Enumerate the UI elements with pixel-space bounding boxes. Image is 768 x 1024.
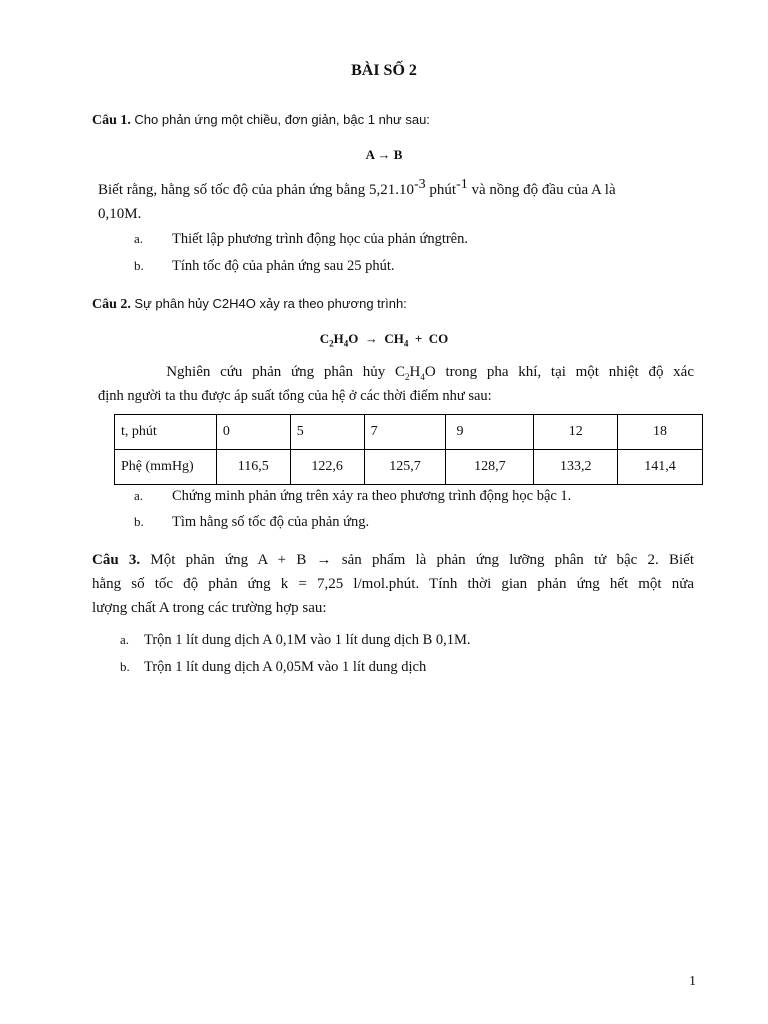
- question-2-formula: C2H4O: [212, 296, 256, 311]
- question-2-equation: [0, 331, 768, 347]
- item-text: Trộn 1 lít dung dịch A 0,1M vào 1 lít dung dịch B 0,1M.: [144, 632, 471, 648]
- question-2-label: Câu 2.: [92, 297, 131, 312]
- item-label: b.: [120, 659, 130, 674]
- table-cell: 122,6: [290, 450, 364, 485]
- item-text: Thiết lập phương trình động học của phản ứngtrên.: [172, 231, 468, 247]
- question-2-paragraph-line2: định người ta thu được áp suất tổng của hệ ở các thời điểm như sau:: [98, 388, 492, 404]
- question-1-paragraph-line2: 0,10M.: [98, 206, 142, 222]
- item-text: Trộn 1 lít dung dịch A 0,05M vào 1 lít dung dịch: [144, 659, 427, 675]
- table-cell: 116,5: [216, 450, 290, 485]
- table-header-pressure: Phệ (mmHg): [115, 450, 217, 485]
- q2-sub-4: 4: [420, 372, 425, 382]
- question-2-text-b: xảy ra theo phương trình:: [255, 296, 407, 311]
- table-cell: 5: [290, 415, 364, 450]
- question-2-item-b: [134, 514, 694, 534]
- eq-o: O: [348, 331, 359, 346]
- q2-para-text-a: Nghiên cứu phản ứng phân hủy C: [166, 364, 406, 380]
- table-cell: 9: [446, 415, 534, 450]
- item-text: Tìm hằng số tốc độ của phản ứng.: [172, 514, 370, 530]
- table-cell: 128,7: [446, 450, 534, 485]
- table-cell: 18: [618, 415, 703, 450]
- question-1-paragraph-line1: [98, 177, 616, 199]
- eq-sub-ch4: 4: [403, 338, 409, 349]
- eq-sub-4: 4: [343, 338, 349, 349]
- q1-para-text-b: phút: [425, 182, 457, 198]
- question-2-heading: [92, 296, 407, 313]
- question-3-line3: lượng chất A trong các trường hợp sau:: [92, 600, 327, 616]
- table-header-time: t, phút: [115, 415, 217, 450]
- q1-exponent-2: -1: [456, 177, 468, 192]
- table-cell: 141,4: [618, 450, 703, 485]
- table-cell: 125,7: [364, 450, 446, 485]
- question-3-item-b: [120, 659, 694, 679]
- question-3-text-1: Một phản ứng A + B → sản phẩm là phản ứng lưỡng phân tử bậc 2. Biết: [150, 552, 694, 568]
- item-label: b.: [134, 258, 144, 273]
- eq-sub-2: 2: [329, 338, 334, 349]
- item-text: Tính tốc độ của phản ứng sau 25 phút.: [172, 258, 395, 274]
- item-text: Chứng minh phản ứng trên xảy ra theo phương trình động học bậc 1.: [172, 488, 572, 504]
- question-3-item-a: [120, 632, 694, 652]
- question-1-item-a: [134, 231, 694, 251]
- item-label: a.: [134, 231, 144, 246]
- question-1-label: Câu 1.: [92, 113, 131, 128]
- table-cell: 12: [534, 415, 618, 450]
- q2-para-text-b: O trong pha khí, tại một nhiệt độ xác: [424, 364, 694, 380]
- q1-exponent-1: -3: [413, 177, 426, 192]
- table-cell: 133,2: [534, 450, 618, 485]
- item-label: b.: [134, 514, 144, 529]
- page-number: 1: [689, 974, 696, 989]
- q2-sub-2: 2: [405, 372, 410, 382]
- eq-arrow: →: [364, 331, 378, 346]
- table-cell: 7: [364, 415, 446, 450]
- q1-para-text-c: và nồng độ đầu của A là: [467, 182, 616, 198]
- question-1-equation: A → B: [365, 147, 403, 162]
- item-label: a.: [134, 488, 144, 503]
- question-1-text: Cho phản ứng một chiều, đơn giản, bậc 1 như sau:: [134, 112, 430, 127]
- question-2-text-a: Sự phân hủy: [134, 296, 213, 311]
- table-cell: 0: [216, 415, 290, 450]
- q2-para-h: H: [409, 364, 421, 380]
- pressure-table: [114, 414, 703, 485]
- question-2-item-a: [134, 488, 694, 508]
- eq-plus: +: [414, 331, 423, 346]
- eq-ch: CH: [384, 331, 404, 346]
- eq-c: C: [319, 331, 330, 346]
- eq-h: H: [333, 331, 344, 346]
- table-row-pressure: [115, 450, 703, 485]
- question-1-item-b: [134, 258, 694, 278]
- question-3-line2: hằng số tốc độ phản ứng k = 7,25 l/mol.phút. Tính thời gian phản ứng hết một nửa: [92, 576, 694, 592]
- page-title: BÀI SỐ 2: [351, 62, 417, 79]
- question-1-heading: [92, 112, 430, 129]
- question-3-label: Câu 3.: [92, 552, 141, 568]
- question-3-line1: [92, 552, 694, 569]
- q1-para-text-a: Biết rằng, hằng số tốc độ của phản ứng bằng 5,21.10: [98, 182, 414, 198]
- question-2-paragraph-line1: [98, 364, 694, 381]
- item-label: a.: [120, 632, 130, 647]
- table-row-time: [115, 415, 703, 450]
- eq-co: CO: [428, 331, 449, 346]
